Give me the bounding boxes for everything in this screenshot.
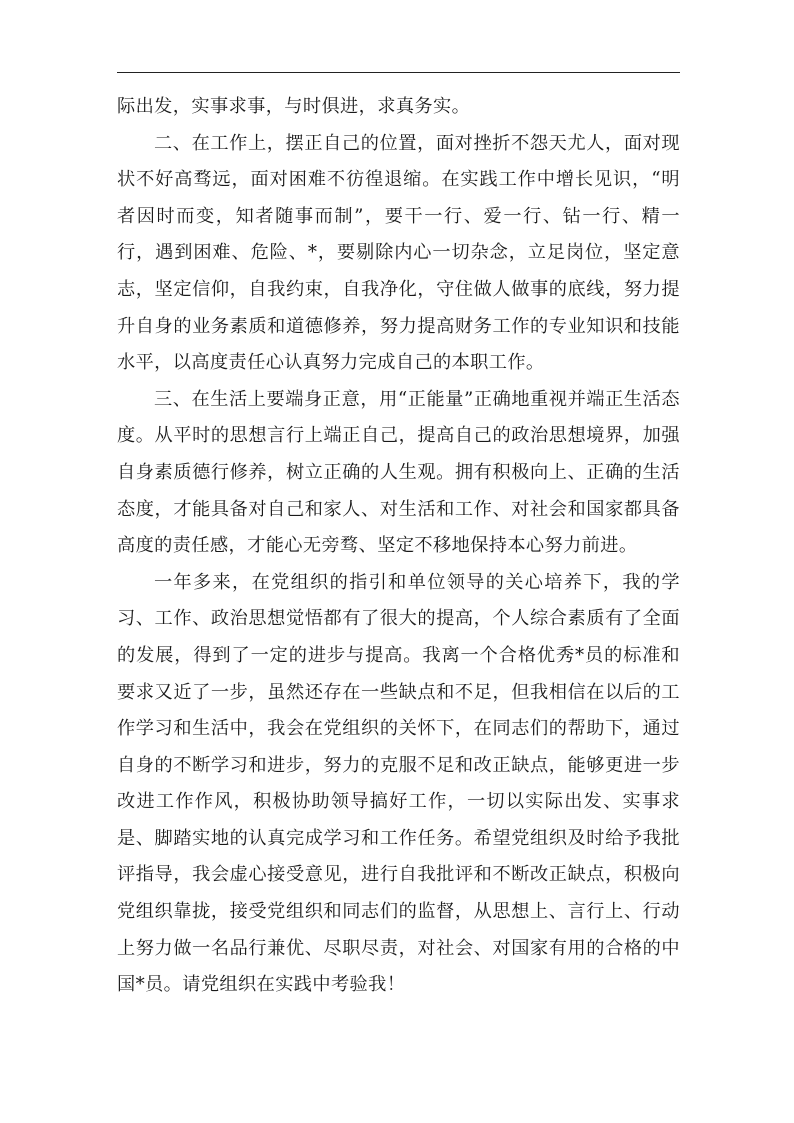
paragraph-life: 三、在生活上要端身正意，用“正能量”正确地重视并端正生活态度。从平时的思想言行上端正自己，提高自己的政治思想境界，加强自身素质德行修养，树立正确的人生观。拥有积极向上、正确的生活态度，才能具备对自己和家人、对生活和工作、对社会和国家都具备高度的责任感，才能心无旁骛、坚定不移地保持本心努力前进。 — [117, 388, 680, 557]
paragraph-continuation: 际出发，实事求事，与时俱进，求真务实。 — [117, 96, 471, 117]
paragraph-work: 二、在工作上，摆正自己的位置，面对挫折不怨天尤人，面对现状不好高骛远，面对困难不彷徨退缩。在实践工作中增长见识，“明者因时而变，知者随事而制”，要干一行、爱一行、钻一行、精一行，遇到困难、危险、*，要剔除内心一切杂念，立足岗位，坚定意志，坚定信仰，自我约束，自我净化，守住做人做事的底线，努力提升自身的业务素质和道德修养，努力提高财务工作的专业知识和技能水平，以高度责任心认真努力完成自己的本职工作。 — [117, 132, 680, 374]
document-body — [117, 89, 680, 1004]
header-rule — [117, 72, 680, 73]
paragraph-summary: 一年多来，在党组织的指引和单位领导的关心培养下，我的学习、工作、政治思想觉悟都有了很大的提高，个人综合素质有了全面的发展，得到了一定的进步与提高。我离一个合格优秀*员的标准和要求又近了一步，虽然还存在一些缺点和不足，但我相信在以后的工作学习和生活中，我会在党组织的关怀下，在同志们的帮助下，通过自身的不断学习和进步，努力的克服不足和改正缺点，能够更进一步改进工作作风，积极协助领导搞好工作，一切以实际出发、实事求是、脚踏实地的认真完成学习和工作任务。希望党组织及时给予我批评指导，我会虚心接受意见，进行自我批评和不断改正缺点，积极向党组织靠拢，接受党组织和同志们的监督，从思想上、言行上、行动上努力做一名品行兼优、尽职尽责，对社会、对国家有用的合格的中国*员。请党组织在实践中考验我！ — [117, 571, 680, 996]
